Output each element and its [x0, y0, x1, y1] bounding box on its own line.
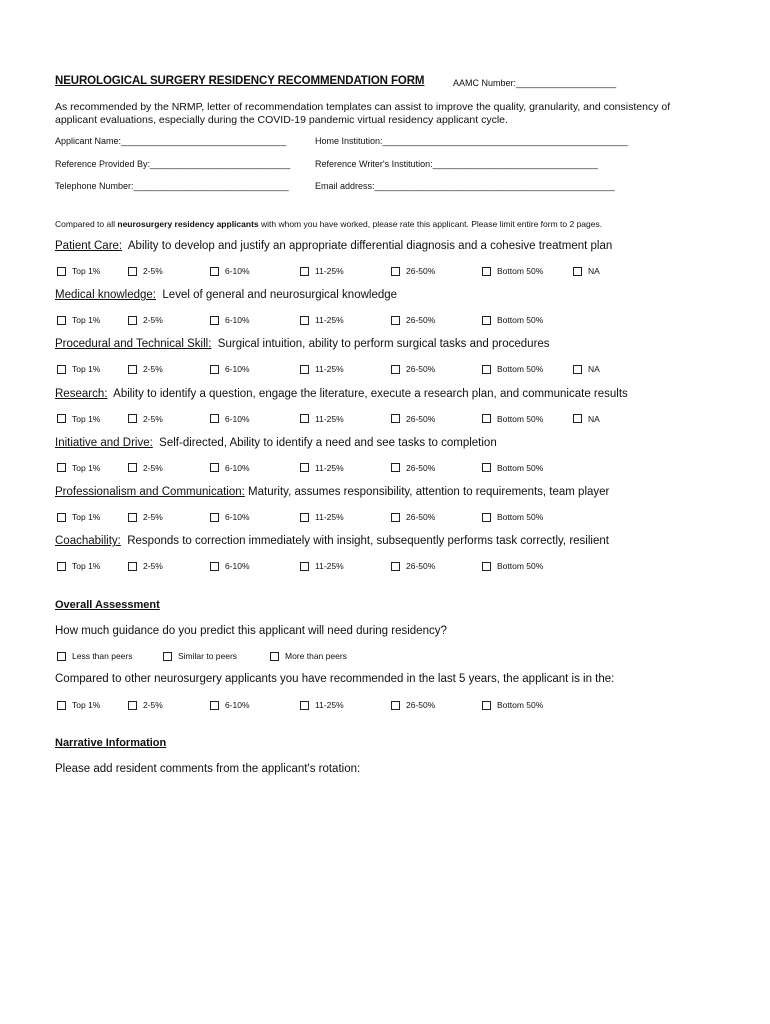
rating-option-label: Top 1%: [72, 266, 101, 276]
rating-option[interactable]: [300, 315, 344, 325]
checkbox[interactable]: [128, 513, 137, 522]
rating-option[interactable]: [391, 315, 435, 325]
question-category: Research:: [55, 387, 108, 400]
rating-option[interactable]: [391, 414, 435, 424]
question-description: Maturity, assumes responsibility, attention to requirements, team player: [244, 486, 610, 498]
rating-option-label: 11-25%: [315, 413, 344, 424]
rating-option[interactable]: [391, 512, 435, 522]
rating-option-label: Top 1%: [72, 315, 101, 326]
comparison-option-label: Top 1%: [72, 700, 101, 710]
rating-option-label: 11-25%: [315, 462, 344, 473]
checkbox[interactable]: [391, 562, 400, 571]
rating-option-label: 11-25%: [315, 266, 344, 276]
narrative-prompt: Please add resident comments from the applicant's rotation:: [55, 763, 361, 775]
checkbox[interactable]: [391, 267, 400, 276]
rating-option[interactable]: [482, 364, 543, 374]
rating-option-label: Bottom 50%: [497, 315, 544, 326]
rating-option[interactable]: [210, 463, 250, 473]
question-6: [55, 486, 609, 498]
rating-option-label: Top 1%: [72, 413, 101, 424]
question-2: [55, 289, 397, 301]
reference-writer-institution-field[interactable]: Reference Writer's Institution:_________________________________: [315, 159, 598, 169]
rating-option-label: Top 1%: [72, 364, 101, 375]
question-4: [55, 388, 628, 400]
rating-option-label: 11-25%: [315, 512, 344, 522]
rating-option-label: 2-5%: [143, 413, 163, 424]
question-3: [55, 338, 550, 350]
guidance-option-label: More than peers: [285, 651, 347, 661]
checkbox[interactable]: [573, 414, 582, 423]
rating-option[interactable]: [210, 561, 250, 571]
rating-option-label: 26-50%: [406, 315, 436, 326]
rating-option[interactable]: [128, 463, 163, 473]
question-7: [55, 535, 609, 547]
question-1: [55, 240, 612, 252]
email-field[interactable]: Email address:________________________________________________: [315, 181, 615, 191]
checkbox[interactable]: [300, 701, 309, 710]
checkbox[interactable]: [482, 316, 491, 325]
checkbox[interactable]: [300, 562, 309, 571]
checkbox[interactable]: [57, 316, 66, 325]
rating-option-label: 6-10%: [225, 364, 250, 375]
rating-option[interactable]: [482, 315, 543, 325]
comparison-option[interactable]: [57, 700, 100, 710]
rating-option[interactable]: [573, 414, 600, 424]
rating-option[interactable]: [128, 512, 163, 522]
rating-option-label: NA: [588, 266, 600, 276]
checkbox[interactable]: [300, 365, 309, 374]
checkbox[interactable]: [482, 562, 491, 571]
rating-option-label: 6-10%: [225, 462, 250, 473]
rating-option-label: 26-50%: [406, 462, 436, 473]
rating-option[interactable]: [482, 266, 543, 276]
overall-assessment-heading: Overall Assessment: [55, 599, 160, 611]
checkbox[interactable]: [573, 365, 582, 374]
question-description: Ability to identify a question, engage the literature, execute a research plan, and communicate results: [107, 387, 628, 400]
rating-option[interactable]: [57, 315, 100, 325]
checkbox[interactable]: [57, 267, 66, 276]
checkbox[interactable]: [300, 513, 309, 522]
checkbox[interactable]: [57, 562, 66, 571]
checkbox[interactable]: [128, 562, 137, 571]
checkbox[interactable]: [210, 701, 219, 710]
checkbox[interactable]: [482, 463, 491, 472]
rating-option[interactable]: [300, 364, 344, 374]
comparison-option-label: Bottom 50%: [497, 700, 544, 710]
rating-option[interactable]: [300, 512, 344, 522]
rating-option-label: 2-5%: [143, 364, 163, 375]
telephone-field[interactable]: Telephone Number:_______________________________: [55, 181, 289, 191]
checkbox[interactable]: [128, 414, 137, 423]
checkbox[interactable]: [57, 414, 66, 423]
rating-option[interactable]: [57, 364, 100, 374]
guidance-option[interactable]: [163, 651, 237, 661]
rating-option-label: Bottom 50%: [497, 266, 544, 276]
checkbox[interactable]: [57, 652, 66, 661]
checkbox[interactable]: [391, 701, 400, 710]
rating-option[interactable]: [300, 414, 344, 424]
applicant-name-field[interactable]: Applicant Name:_________________________________: [55, 136, 287, 146]
reference-provided-by-field[interactable]: Reference Provided By:____________________________: [55, 159, 291, 169]
question-description: Ability to develop and justify an appropriate differential diagnosis and a cohesive treatment plan: [122, 240, 613, 252]
rating-option[interactable]: [57, 463, 100, 473]
question-description: Responds to correction immediately with insight, subsequently performs task correctly, resilient: [120, 535, 609, 548]
rating-option[interactable]: [391, 463, 435, 473]
checkbox[interactable]: [482, 701, 491, 710]
comparison-question: Compared to other neurosurgery applicants you have recommended in the last 5 years, the applicant is in the:: [55, 673, 615, 685]
rating-option[interactable]: [210, 315, 250, 325]
aamc-number-field[interactable]: AAMC Number:____________________: [453, 78, 617, 88]
checkbox[interactable]: [300, 463, 309, 472]
rating-option-label: 11-25%: [315, 561, 344, 572]
rating-option[interactable]: [57, 266, 100, 276]
guidance-question: How much guidance do you predict this applicant will need during residency?: [55, 625, 447, 637]
question-category: Coachability:: [55, 535, 121, 548]
comparison-option-label: 2-5%: [143, 700, 163, 710]
rating-option[interactable]: [128, 315, 163, 325]
rating-option-label: 26-50%: [406, 512, 436, 522]
rating-option-label: 6-10%: [225, 561, 250, 572]
checkbox[interactable]: [300, 414, 309, 423]
rating-option-label: 2-5%: [143, 512, 163, 522]
rating-option[interactable]: [128, 364, 163, 374]
checkbox[interactable]: [57, 701, 66, 710]
checkbox[interactable]: [210, 365, 219, 374]
guidance-option[interactable]: [270, 651, 347, 661]
checkbox[interactable]: [128, 701, 137, 710]
rating-option-label: 6-10%: [225, 413, 250, 424]
guidance-option-label: Similar to peers: [178, 651, 238, 661]
checkbox[interactable]: [210, 463, 219, 472]
checkbox[interactable]: [210, 414, 219, 423]
rating-option-label: Bottom 50%: [497, 512, 544, 522]
question-category: Professionalism and Communication:: [55, 486, 245, 498]
rating-option-label: 11-25%: [315, 364, 344, 375]
rating-option[interactable]: [57, 414, 100, 424]
checkbox[interactable]: [210, 562, 219, 571]
checkbox[interactable]: [210, 316, 219, 325]
rating-option-label: NA: [588, 364, 600, 375]
question-category: Patient Care:: [55, 240, 123, 252]
rating-option[interactable]: [210, 266, 250, 276]
rating-option-label: Top 1%: [72, 462, 101, 473]
rating-option-label: Bottom 50%: [497, 561, 544, 572]
rating-option-label: Bottom 50%: [497, 364, 544, 375]
question-description: Self-directed, Ability to identify a need and see tasks to completion: [152, 436, 497, 449]
rating-option[interactable]: [573, 364, 600, 374]
rating-option-label: 6-10%: [225, 315, 250, 326]
checkbox[interactable]: [270, 652, 279, 661]
question-category: Procedural and Technical Skill:: [55, 338, 212, 351]
rating-option[interactable]: [300, 463, 344, 473]
rating-option[interactable]: [300, 561, 344, 571]
checkbox[interactable]: [57, 365, 66, 374]
checkbox[interactable]: [482, 414, 491, 423]
rating-option[interactable]: [482, 512, 543, 522]
checkbox[interactable]: [391, 414, 400, 423]
rating-option-label: 2-5%: [143, 266, 163, 276]
question-5: [55, 437, 497, 449]
checkbox[interactable]: [482, 365, 491, 374]
rating-option[interactable]: [210, 512, 250, 522]
rating-option-label: 6-10%: [225, 512, 250, 522]
rating-option[interactable]: [391, 561, 435, 571]
checkbox[interactable]: [391, 513, 400, 522]
comparison-option[interactable]: [482, 700, 543, 710]
home-institution-field[interactable]: Home Institution:_________________________________________________: [315, 136, 628, 146]
checkbox[interactable]: [128, 365, 137, 374]
checkbox[interactable]: [300, 267, 309, 276]
rating-option-label: 2-5%: [143, 561, 163, 572]
checkbox[interactable]: [128, 463, 137, 472]
rating-option-label: Bottom 50%: [497, 462, 544, 473]
rating-option[interactable]: [210, 414, 250, 424]
question-description: Surgical intuition, ability to perform surgical tasks and procedures: [211, 338, 550, 351]
checkbox[interactable]: [391, 463, 400, 472]
checkbox[interactable]: [210, 267, 219, 276]
rating-option-label: 26-50%: [406, 364, 436, 375]
rating-option-label: Bottom 50%: [497, 413, 544, 424]
guidance-option[interactable]: [57, 651, 132, 661]
checkbox[interactable]: [482, 267, 491, 276]
rating-option-label: 6-10%: [225, 266, 250, 276]
rating-instructions: Compared to all neurosurgery residency applicants with whom you have worked, please rate this applicant. Please limit entire form to 2 pages.: [55, 219, 603, 229]
rating-option-label: 2-5%: [143, 315, 163, 326]
rating-option-label: Top 1%: [72, 561, 101, 572]
checkbox[interactable]: [210, 513, 219, 522]
rating-option[interactable]: [128, 414, 163, 424]
checkbox[interactable]: [482, 513, 491, 522]
checkbox[interactable]: [57, 513, 66, 522]
rating-option[interactable]: [391, 266, 435, 276]
rating-option[interactable]: [482, 414, 543, 424]
rating-instructions-emphasis: neurosurgery residency applicants: [117, 219, 259, 229]
checkbox[interactable]: [391, 316, 400, 325]
rating-option-label: 26-50%: [406, 266, 436, 276]
rating-option[interactable]: [128, 266, 163, 276]
rating-option[interactable]: [391, 364, 435, 374]
question-description: Level of general and neurosurgical knowledge: [156, 289, 398, 302]
rating-option-label: Top 1%: [72, 512, 101, 522]
checkbox[interactable]: [573, 267, 582, 276]
rating-option[interactable]: [482, 463, 543, 473]
rating-option-label: 11-25%: [315, 315, 344, 326]
rating-option-label: NA: [588, 413, 600, 424]
checkbox[interactable]: [163, 652, 172, 661]
comparison-option[interactable]: [300, 700, 344, 710]
comparison-option[interactable]: [128, 700, 163, 710]
comparison-option-label: 11-25%: [315, 700, 344, 710]
comparison-option-label: 6-10%: [225, 700, 250, 710]
form-title: NEUROLOGICAL SURGERY RESIDENCY RECOMMENDATION FORM: [55, 75, 425, 87]
checkbox[interactable]: [391, 365, 400, 374]
intro-paragraph: As recommended by the NRMP, letter of recommendation templates can assist to improve the quality, granularity, and consistency of applicant evaluations, especially during the COVID-19 pandemic virtual residency applicant cycle.: [55, 101, 671, 126]
checkbox[interactable]: [300, 316, 309, 325]
rating-option-label: 26-50%: [406, 413, 436, 424]
rating-option[interactable]: [573, 266, 600, 276]
question-category: Initiative and Drive:: [55, 436, 153, 449]
rating-option-label: 2-5%: [143, 462, 163, 473]
rating-option[interactable]: [128, 561, 163, 571]
checkbox[interactable]: [128, 267, 137, 276]
checkbox[interactable]: [128, 316, 137, 325]
rating-option-label: 26-50%: [406, 561, 436, 572]
rating-option[interactable]: [300, 266, 344, 276]
question-category: Medical knowledge:: [55, 289, 157, 302]
comparison-option[interactable]: [210, 700, 250, 710]
rating-option[interactable]: [57, 561, 100, 571]
rating-option[interactable]: [210, 364, 250, 374]
checkbox[interactable]: [57, 463, 66, 472]
comparison-option[interactable]: [391, 700, 435, 710]
narrative-heading: Narrative Information: [55, 737, 167, 749]
rating-option[interactable]: [482, 561, 543, 571]
guidance-option-label: Less than peers: [72, 651, 133, 661]
comparison-option-label: 26-50%: [406, 700, 436, 710]
rating-option[interactable]: [57, 512, 100, 522]
